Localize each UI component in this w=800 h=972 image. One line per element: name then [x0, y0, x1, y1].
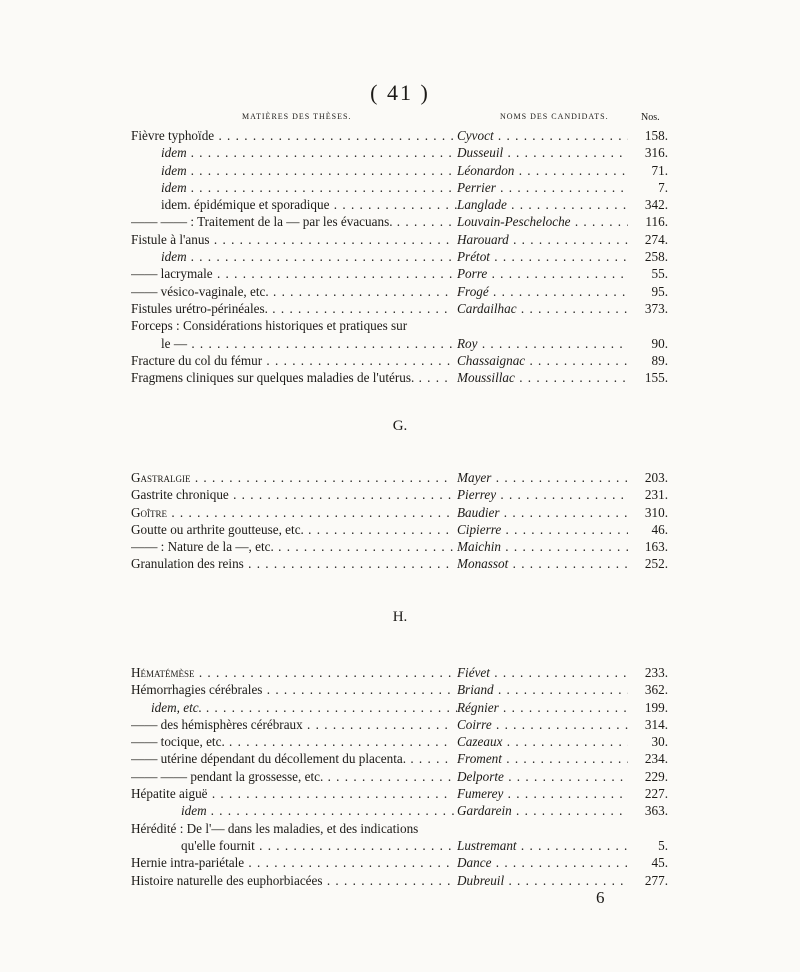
list-item	[131, 265, 668, 282]
candidate-name: Froment	[457, 751, 502, 767]
thesis-number: 5.	[628, 837, 668, 854]
subject-text: idem	[161, 179, 187, 195]
candidate-name: Cazeaux	[457, 734, 503, 750]
subject-text: Hérédité : De l'— dans les maladies, et des indications	[131, 820, 419, 836]
thesis-number: 258.	[628, 248, 668, 265]
subject-text: —— —— : Traitement de la — par les évacuans.	[131, 214, 393, 230]
list-item	[131, 248, 668, 265]
column-header-candidates: NOMS DES CANDIDATS.	[500, 112, 609, 121]
candidate-name: Delporte	[457, 768, 504, 784]
subject-text: idem	[161, 249, 187, 265]
candidate-name: Cardailhac	[457, 300, 517, 316]
subject-text: Hématémèse	[131, 665, 195, 680]
candidate-name: Frogé	[457, 283, 489, 299]
thesis-number: 55.	[628, 265, 668, 282]
thesis-number: 316.	[628, 144, 668, 161]
subject-text: Hémorrhagies cérébrales	[131, 682, 263, 698]
section-heading-h: H.	[392, 609, 408, 625]
thesis-number: 227.	[628, 785, 668, 802]
thesis-number: 342.	[628, 196, 668, 213]
page-number: ( 41 )	[370, 80, 430, 105]
thesis-number: 229.	[628, 768, 668, 785]
list-item	[131, 213, 668, 230]
thesis-number: 363.	[628, 802, 668, 819]
thesis-number: 310.	[628, 504, 668, 521]
thesis-number: 274.	[628, 231, 668, 248]
list-item	[131, 872, 668, 889]
list-item	[131, 196, 668, 213]
subject-text: Fistule à l'anus	[131, 231, 210, 247]
thesis-number: 71.	[628, 162, 668, 179]
thesis-number: 199.	[628, 699, 668, 716]
thesis-number: 314.	[628, 716, 668, 733]
list-item	[131, 486, 668, 503]
subject-text: le —	[161, 335, 188, 351]
list-item	[131, 369, 668, 386]
list-item	[131, 179, 668, 196]
subject-text: Goître	[131, 504, 168, 520]
thesis-number: 233.	[628, 664, 668, 681]
list-item	[131, 300, 668, 317]
list-item	[131, 352, 668, 369]
list-item	[131, 681, 668, 698]
candidate-name: Monassot	[457, 556, 509, 572]
section-h	[131, 664, 668, 889]
candidate-name: Pierrey	[457, 487, 497, 503]
candidate-name: Baudier	[457, 504, 500, 520]
thesis-number: 90.	[628, 335, 668, 352]
thesis-number: 116.	[628, 213, 668, 230]
candidate-name: Maichin	[457, 539, 501, 555]
candidate-name: Léonardon	[457, 162, 515, 178]
list-item	[131, 283, 668, 300]
candidate-name: Fumerey	[457, 786, 504, 802]
list-item	[131, 144, 668, 161]
list-item	[131, 837, 668, 854]
subject-text: idem	[161, 145, 187, 161]
candidate-name: Cyvoct	[457, 128, 494, 143]
candidate-name: Louvain-Pescheloche	[457, 214, 571, 230]
list-item	[131, 750, 668, 767]
list-item	[131, 504, 668, 521]
list-item	[131, 664, 668, 681]
thesis-number: 203.	[628, 469, 668, 486]
subject-text: —— des hémisphères cérébraux	[131, 716, 303, 732]
list-item	[131, 335, 668, 352]
candidate-name: Langlade	[457, 197, 507, 213]
thesis-number: 89.	[628, 352, 668, 369]
candidate-name: Régnier	[457, 699, 499, 715]
subject-text: idem	[161, 162, 187, 178]
subject-text: Forceps : Considérations historiques et pratiques sur	[131, 318, 408, 334]
list-item	[131, 231, 668, 248]
subject-text: —— —— pendant la grossesse, etc.	[131, 768, 324, 784]
thesis-number: 30.	[628, 733, 668, 750]
section-heading-g: G.	[392, 418, 408, 434]
subject-text: Fracture du col du fémur	[131, 352, 263, 368]
candidate-name: Lustremant	[457, 837, 517, 853]
subject-text: Gastrite chronique	[131, 487, 229, 503]
thesis-number: 252.	[628, 555, 668, 572]
candidate-name: Cipierre	[457, 521, 502, 537]
column-header-numbers: Nos.	[641, 112, 660, 123]
subject-text: idem	[181, 803, 207, 819]
list-item	[131, 521, 668, 538]
list-item	[131, 768, 668, 785]
subject-text: Fièvre typhoïde	[131, 128, 215, 143]
list-item	[131, 538, 668, 555]
candidate-name: Dubreuil	[457, 872, 505, 888]
subject-text: Goutte ou arthrite goutteuse, etc.	[131, 521, 304, 537]
thesis-number: 373.	[628, 300, 668, 317]
candidate-name: Moussillac	[457, 370, 515, 386]
list-item	[131, 555, 668, 572]
subject-text: Histoire naturelle des euphorbiacées	[131, 872, 323, 888]
subject-text: Granulation des reins	[131, 556, 244, 572]
thesis-number: 277.	[628, 872, 668, 889]
candidate-name: Porre	[457, 266, 488, 282]
thesis-number: 362.	[628, 681, 668, 698]
list-item	[131, 820, 668, 837]
subject-text: —— tocique, etc.	[131, 734, 225, 750]
thesis-number: 46.	[628, 521, 668, 538]
thesis-number: 231.	[628, 486, 668, 503]
thesis-number: 45.	[628, 854, 668, 871]
column-header-subjects: MATIÈRES DES THÈSES.	[242, 112, 352, 121]
candidate-name: Roy	[457, 335, 478, 351]
candidate-name: Chassaignac	[457, 352, 526, 368]
subject-text: Hernie intra-pariétale	[131, 855, 245, 871]
subject-text: —— vésico-vaginale, etc.	[131, 283, 269, 299]
thesis-number: 163.	[628, 538, 668, 555]
subject-text: Fistules urétro-périnéales.	[131, 300, 268, 316]
subject-text: Gastralgie	[131, 470, 191, 485]
candidate-name: Gardarein	[457, 803, 512, 819]
thesis-number: 158.	[628, 127, 668, 144]
thesis-number: 155.	[628, 369, 668, 386]
subject-text: —— : Nature de la —, etc.	[131, 539, 274, 555]
section-f	[131, 127, 668, 386]
subject-text: qu'elle fournit	[181, 837, 255, 853]
section-g	[131, 469, 668, 573]
candidate-name: Prétot	[457, 249, 490, 265]
subject-text: idem, etc.	[151, 699, 202, 715]
list-item	[131, 469, 668, 486]
thesis-number: 95.	[628, 283, 668, 300]
candidate-name: Coirre	[457, 716, 492, 732]
list-item	[131, 699, 668, 716]
list-item	[131, 317, 668, 334]
thesis-number: 7.	[628, 179, 668, 196]
subject-text: Hépatite aiguë	[131, 786, 208, 802]
candidate-name: Dusseuil	[457, 145, 504, 161]
subject-text: —— utérine dépendant du décollement du placenta.	[131, 751, 407, 767]
signature-mark: 6	[596, 888, 605, 907]
subject-text: —— lacrymale	[131, 266, 213, 282]
list-item	[131, 854, 668, 871]
subject-text: Fragmens cliniques sur quelques maladies de l'utérus.	[131, 370, 415, 386]
list-item	[131, 716, 668, 733]
list-item	[131, 785, 668, 802]
candidate-name: Mayer	[457, 470, 492, 485]
candidate-name: Fiévet	[457, 665, 490, 680]
subject-text: idem. épidémique et sporadique	[161, 197, 330, 213]
list-item	[131, 162, 668, 179]
candidate-name: Briand	[457, 682, 494, 698]
candidate-name: Harouard	[457, 231, 509, 247]
candidate-name: Dance	[457, 855, 492, 871]
thesis-number: 234.	[628, 750, 668, 767]
list-item	[131, 733, 668, 750]
candidate-name: Perrier	[457, 179, 496, 195]
list-item	[131, 802, 668, 819]
list-item	[131, 127, 668, 144]
